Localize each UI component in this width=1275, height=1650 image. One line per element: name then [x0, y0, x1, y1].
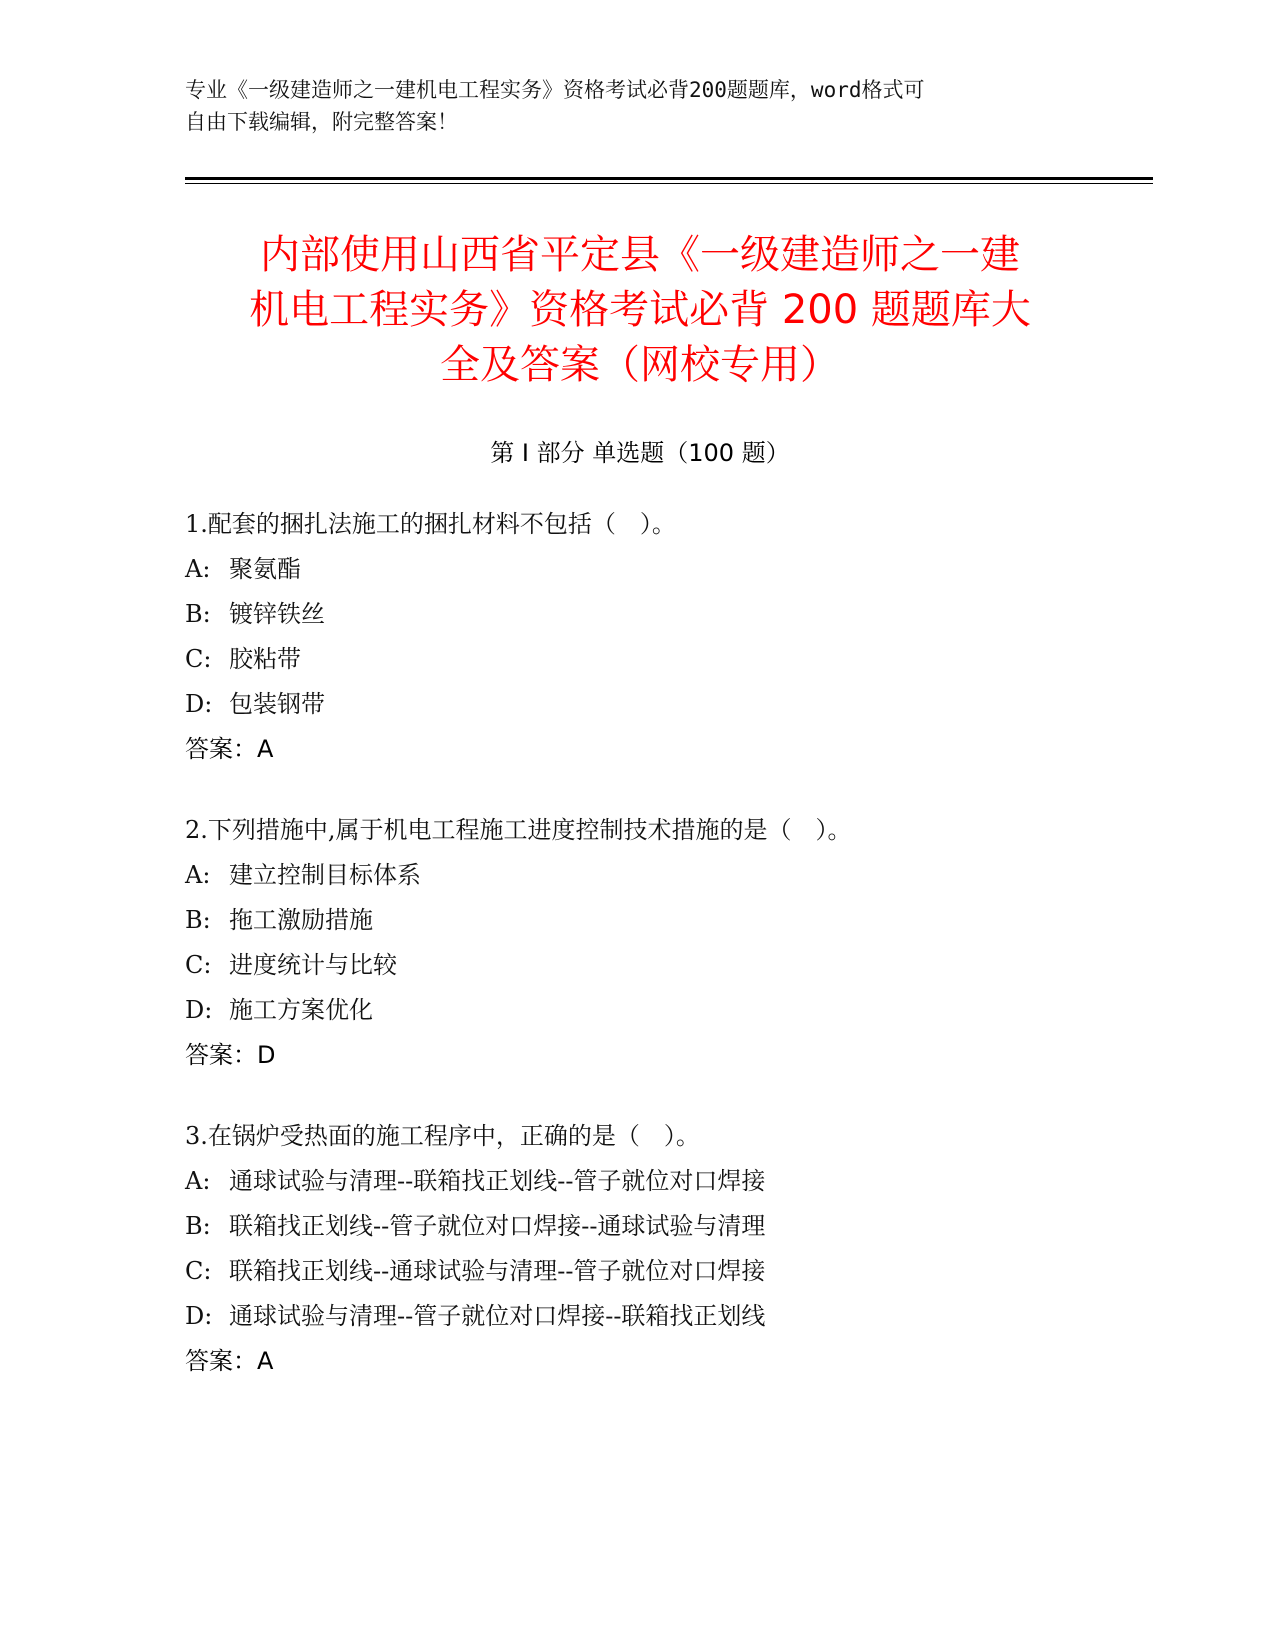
option-letter: A: [185, 861, 211, 889]
question-option [185, 1159, 1145, 1204]
question-option [185, 682, 1145, 727]
question-answer: 答案：D [185, 1041, 276, 1069]
option-letter: B: [185, 906, 211, 934]
option-text: 胶粘带 [229, 645, 301, 673]
document-title-line: 机电工程实务》资格考试必背 200 题题库大 [249, 287, 1031, 333]
question-option [185, 592, 1145, 637]
document-title-line: 全及答案（网校专用） [440, 342, 840, 388]
header-divider-thick [185, 177, 1153, 180]
question-answer: 答案：A [185, 1347, 274, 1375]
document-title [160, 228, 1120, 393]
question-option [185, 853, 1145, 898]
question-option [185, 547, 1145, 592]
question-stem: 1.配套的捆扎法施工的捆扎材料不包括（ ）。 [185, 510, 676, 538]
header-note [185, 74, 1085, 138]
question-answer: 答案：A [185, 735, 274, 763]
question-option [185, 1249, 1145, 1294]
header-note-line: 自由下载编辑，附完整答案！ [185, 110, 458, 134]
question-option [185, 898, 1145, 943]
option-letter: D: [185, 996, 213, 1024]
option-letter: B: [185, 600, 211, 628]
option-text: 包装钢带 [229, 690, 325, 718]
question-stem: 3.在锅炉受热面的施工程序中，正确的是（ ）。 [185, 1122, 700, 1150]
option-letter: C: [185, 645, 212, 673]
option-text: 通球试验与清理--管子就位对口焊接--联箱找正划线 [229, 1302, 766, 1330]
option-text: 镀锌铁丝 [229, 600, 325, 628]
option-letter: C: [185, 1257, 212, 1285]
option-letter: B: [185, 1212, 211, 1240]
option-letter: C: [185, 951, 212, 979]
question-item [185, 808, 1145, 1078]
header-note-line: 专业《一级建造师之一建机电工程实务》资格考试必背200题题库，word格式可 [185, 78, 925, 102]
option-text: 拖工激励措施 [229, 906, 373, 934]
option-text: 建立控制目标体系 [229, 861, 421, 889]
option-text: 聚氨酯 [229, 555, 301, 583]
option-letter: A: [185, 555, 211, 583]
option-text: 联箱找正划线--管子就位对口焊接--通球试验与清理 [229, 1212, 766, 1240]
option-text: 通球试验与清理--联箱找正划线--管子就位对口焊接 [229, 1167, 766, 1195]
document-title-line: 内部使用山西省平定县《一级建造师之一建 [260, 232, 1020, 278]
question-stem: 2.下列措施中,属于机电工程施工进度控制技术措施的是（ ）。 [185, 816, 852, 844]
question-option [185, 1204, 1145, 1249]
question-option [185, 637, 1145, 682]
section-title: 第 I 部分 单选题（100 题） [490, 439, 790, 467]
question-item [185, 502, 1145, 772]
option-text: 进度统计与比较 [229, 951, 397, 979]
question-option [185, 943, 1145, 988]
option-letter: A: [185, 1167, 211, 1195]
question-option [185, 1294, 1145, 1339]
header-divider-thin [185, 183, 1153, 184]
option-text: 施工方案优化 [229, 996, 373, 1024]
question-option [185, 988, 1145, 1033]
question-item [185, 1114, 1145, 1384]
option-text: 联箱找正划线--通球试验与清理--管子就位对口焊接 [229, 1257, 766, 1285]
option-letter: D: [185, 1302, 213, 1330]
option-letter: D: [185, 690, 213, 718]
